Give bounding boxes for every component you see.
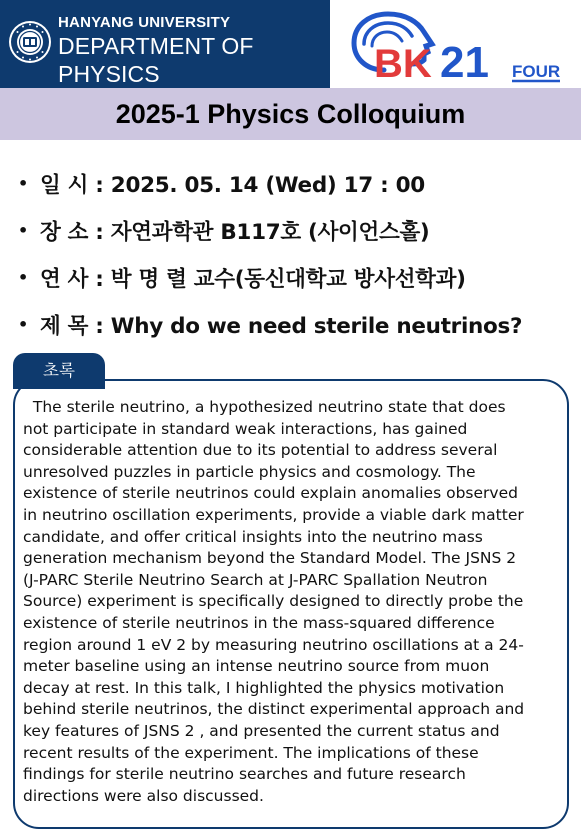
abstract-line: considerable attention due to its potential to address several xyxy=(23,441,498,460)
event-info-list xyxy=(18,160,578,348)
abstract-line: The sterile neutrino, a hypothesized neutrino state that does xyxy=(23,398,506,416)
bullet-icon: • xyxy=(18,315,29,334)
abstract-line: existence of sterile neutrinos in the mass-squared difference xyxy=(23,613,495,632)
bk-text: BK xyxy=(374,42,432,83)
abstract-line: recent results of the experiment. The implications of these xyxy=(23,743,479,762)
info-item-speaker xyxy=(18,254,578,301)
abstract-line: findings for sterile neutrino searches and future research xyxy=(23,765,466,784)
hanyang-seal-icon xyxy=(8,9,52,75)
bk21-logo-area xyxy=(330,0,581,88)
abstract-line: key features of JSNS 2 , and presented the current status and xyxy=(23,721,500,740)
bk-four-text: FOUR xyxy=(512,62,561,81)
info-text: 장 소 : 자연과학관 B117호 (사이언스홀) xyxy=(40,220,430,245)
info-text: 연 사 : 박 명 렬 교수(동신대학교 방사선학과) xyxy=(40,267,466,292)
hanyang-banner xyxy=(0,0,330,88)
info-text: 제 목 : Why do we need sterile neutrinos? xyxy=(40,314,523,339)
abstract-tab-label: 초록 xyxy=(13,353,105,389)
hanyang-wordmark xyxy=(58,14,330,88)
abstract-line: behind sterile neutrinos, the distinct experimental approach and xyxy=(23,700,525,719)
header xyxy=(0,0,581,88)
department-name: DEPARTMENT OF PHYSICS xyxy=(58,33,254,87)
abstract-line: meter baseline using an intense neutrino source from muon xyxy=(23,657,490,676)
abstract-line: (J-PARC Sterile Neutrino Search at J-PARC Spallation Neutron xyxy=(23,570,488,589)
bk-21-text: 21 xyxy=(440,38,489,83)
info-item-location xyxy=(18,207,578,254)
abstract-line: directions were also discussed. xyxy=(23,786,264,805)
abstract-line: not participate in standard weak interactions, has gained xyxy=(23,419,468,438)
info-item-date xyxy=(18,160,578,207)
university-name: HANYANG UNIVERSITY xyxy=(58,14,231,31)
bk21-four-logo xyxy=(344,8,574,83)
abstract-line: candidate, and offer critical insights into the neutrino mass xyxy=(23,527,483,546)
abstract-line: Source) experiment is specifically designed to directly probe the xyxy=(23,592,524,611)
abstract-line: decay at rest. In this talk, I highlighted the physics motivation xyxy=(23,678,505,697)
bullet-icon: • xyxy=(18,174,29,193)
abstract-box xyxy=(13,379,569,829)
page-title: 2025-1 Physics Colloquium xyxy=(115,99,466,129)
info-text: 일 시 : 2025. 05. 14 (Wed) 17 : 00 xyxy=(40,173,425,198)
bullet-icon: • xyxy=(18,268,29,287)
bullet-icon: • xyxy=(18,221,29,240)
abstract-line: generation mechanism beyond the Standard Model. The JSNS 2 xyxy=(23,549,517,568)
title-bar xyxy=(0,88,581,140)
abstract-line: in neutrino oscillation experiments, provide a viable dark matter xyxy=(23,505,524,524)
abstract-line: unresolved puzzles in particle physics and cosmology. The xyxy=(23,462,476,481)
abstract-line: existence of sterile neutrinos could explain anomalies observed xyxy=(23,484,518,503)
info-item-topic xyxy=(18,301,578,348)
abstract-text xyxy=(23,397,561,807)
abstract-line: region around 1 eV 2 by measuring neutrino oscillations at a 24- xyxy=(23,635,524,654)
